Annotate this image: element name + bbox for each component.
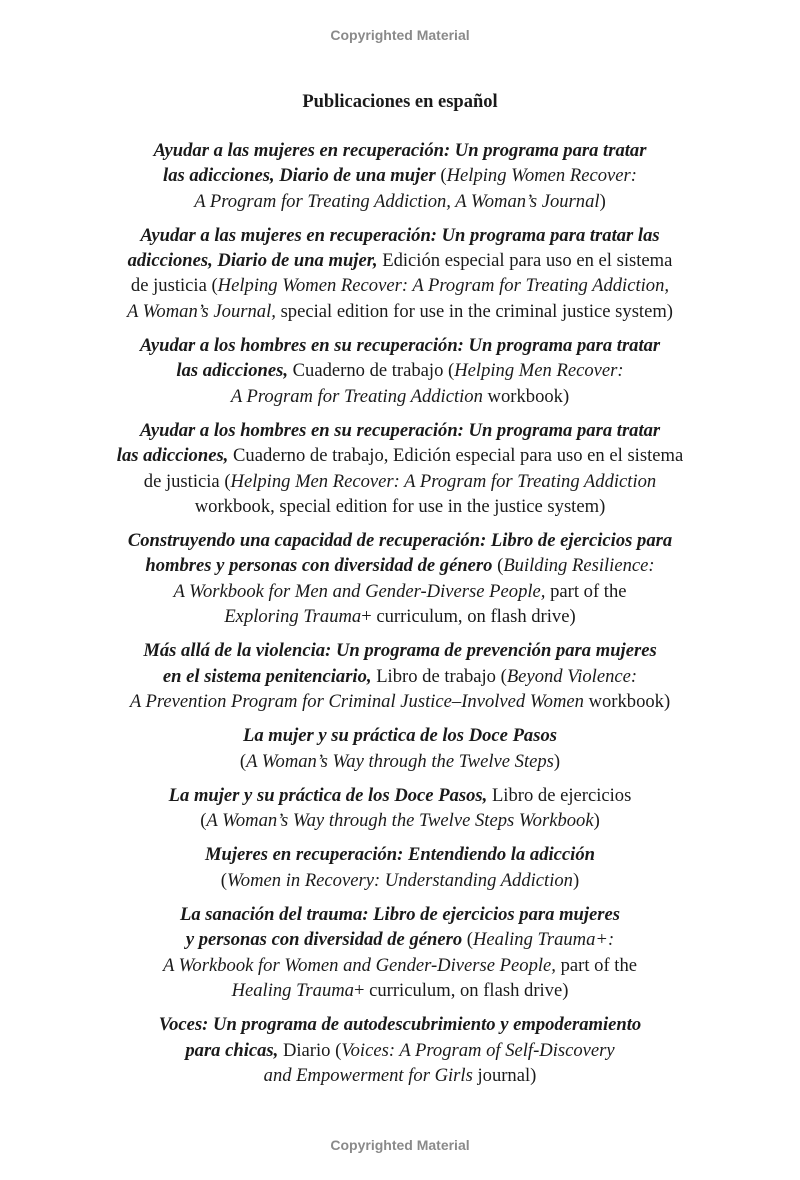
english-title-text: Exploring Trauma xyxy=(224,606,362,628)
entry-line xyxy=(0,299,800,324)
entry-line xyxy=(0,138,800,163)
entry-line xyxy=(0,842,800,867)
entry-text: journal) xyxy=(472,1064,537,1086)
entry-line xyxy=(0,783,800,808)
entry-text: ( xyxy=(435,165,447,187)
entry-text: + curriculum, on flash drive) xyxy=(361,606,576,628)
english-title-text: A Prevention Program for Criminal Justice–Involved Women xyxy=(129,690,584,712)
entry-line xyxy=(0,689,800,714)
entry-text: workbook) xyxy=(482,385,570,407)
publication-entry xyxy=(0,723,800,774)
entry-text: Libro de ejercicios xyxy=(487,784,632,806)
publication-entry xyxy=(0,783,800,834)
entry-title-text: Más allá de la violencia: Un programa de prevención para mujeres xyxy=(143,640,657,662)
entry-title-text: La sanación del trauma: Libro de ejercicios para mujeres xyxy=(179,904,621,926)
entry-title-text: las adicciones, Diario de una mujer xyxy=(163,165,436,187)
entry-line xyxy=(0,248,800,273)
entry-title-text: para chicas, xyxy=(185,1039,279,1061)
publication-entry xyxy=(0,333,800,409)
publication-entry xyxy=(0,638,800,714)
english-title-text: Building Resilience: xyxy=(503,555,655,577)
entry-text: ) xyxy=(593,810,600,832)
entry-title-text: La mujer y su práctica de los Doce Pasos xyxy=(243,725,557,747)
entry-line xyxy=(0,553,800,578)
entry-title-text: las adicciones, xyxy=(176,360,288,382)
publication-entry xyxy=(0,223,800,324)
entry-line xyxy=(0,494,800,519)
entry-text: part of the xyxy=(555,954,637,976)
english-title-text: A Workbook for Women and Gender-Diverse People, xyxy=(162,954,556,976)
english-title-text: Helping Women Recover: A Program for Treating Addiction, xyxy=(217,275,670,297)
publication-entry xyxy=(0,418,800,519)
entry-title-text: Construyendo una capacidad de recuperación: Libro de ejercicios para xyxy=(127,530,673,552)
copyright-footer: Copyrighted Material xyxy=(330,1137,470,1153)
entry-title-text: adicciones, Diario de una mujer, xyxy=(127,250,378,272)
entry-line xyxy=(0,723,800,748)
english-title-text: Healing Trauma xyxy=(231,979,354,1001)
publication-entry xyxy=(0,842,800,893)
entry-line xyxy=(0,868,800,893)
entry-line xyxy=(0,273,800,298)
english-title-text: Women in Recovery: Understanding Addiction xyxy=(227,869,573,891)
publication-entry xyxy=(0,1012,800,1088)
english-title-text: A Woman’s Journal, xyxy=(126,300,276,322)
english-title-text: A Program for Treating Addiction xyxy=(230,385,483,407)
entry-text: ( xyxy=(200,810,207,832)
entry-line xyxy=(0,808,800,833)
entry-text: Edición especial para uso en el sistema xyxy=(377,250,673,272)
english-title-text: Healing Trauma+: xyxy=(472,929,615,951)
entry-text: ( xyxy=(239,750,247,772)
english-title-text: A Woman’s Way through the Twelve Steps xyxy=(246,750,554,772)
entry-line xyxy=(0,163,800,188)
entry-line xyxy=(0,902,800,927)
entry-text: ) xyxy=(553,750,561,772)
entry-title-text: hombres y personas con diversidad de género xyxy=(145,555,493,577)
entry-title-text: y personas con diversidad de género xyxy=(185,929,463,951)
entry-text: ( xyxy=(492,555,504,577)
publication-entry xyxy=(0,528,800,629)
english-title-text: Helping Men Recover: xyxy=(454,360,624,382)
entry-title-text: Ayudar a las mujeres en recuperación: Un programa para tratar las xyxy=(140,224,660,246)
entry-text: de justicia ( xyxy=(130,275,218,297)
entry-text: Diario ( xyxy=(278,1039,342,1061)
english-title-text: Helping Men Recover: A Program for Treating Addiction xyxy=(230,470,657,492)
entry-line xyxy=(0,333,800,358)
publication-entry xyxy=(0,138,800,214)
english-title-text: Beyond Violence: xyxy=(506,665,638,687)
entry-line xyxy=(0,953,800,978)
english-title-text: A Woman’s Way through the Twelve Steps Workbook xyxy=(206,810,594,832)
entry-line xyxy=(0,418,800,443)
english-title-text: A Workbook for Men and Gender-Diverse People, xyxy=(173,580,546,602)
entry-text: workbook) xyxy=(583,690,671,712)
entry-line xyxy=(0,528,800,553)
entry-title-text: La mujer y su práctica de los Doce Pasos, xyxy=(168,784,488,806)
entry-line xyxy=(0,604,800,629)
entry-line xyxy=(0,384,800,409)
publication-entry xyxy=(0,902,800,1003)
english-title-text: A Program for Treating Addiction, A Woman’s Journal xyxy=(194,190,600,212)
entry-title-text: Mujeres en recuperación: Entendiendo la adicción xyxy=(205,844,595,866)
entry-line xyxy=(0,638,800,663)
entry-text: special edition for use in the criminal justice system) xyxy=(275,300,674,322)
entry-line xyxy=(0,579,800,604)
entry-line xyxy=(0,749,800,774)
entry-line xyxy=(0,1063,800,1088)
entry-line xyxy=(0,223,800,248)
entry-text: Cuaderno de trabajo, Edición especial para uso en el sistema xyxy=(228,445,684,467)
entry-line xyxy=(0,358,800,383)
english-title-text: Voices: A Program of Self-Discovery xyxy=(341,1039,615,1061)
publication-list xyxy=(0,138,800,1088)
entry-text: ( xyxy=(462,929,473,951)
entry-line xyxy=(0,1038,800,1063)
entry-text: ) xyxy=(599,190,606,212)
entry-line xyxy=(0,927,800,952)
english-title-text: and Empowerment for Girls xyxy=(263,1064,473,1086)
entry-text: ( xyxy=(220,869,227,891)
entry-title-text: Ayudar a los hombres en su recuperación: Un programa para tratar xyxy=(139,419,661,441)
entry-title-text: Ayudar a los hombres en su recuperación: Un programa para tratar xyxy=(139,335,661,357)
entry-text: part of the xyxy=(545,580,627,602)
entry-line xyxy=(0,443,800,468)
entry-text: de justicia ( xyxy=(143,470,231,492)
entry-text: workbook, special edition for use in the justice system) xyxy=(194,495,606,517)
entry-text: + curriculum, on flash drive) xyxy=(353,979,569,1001)
copyright-header: Copyrighted Material xyxy=(330,27,470,43)
entry-text: ) xyxy=(572,869,580,891)
entry-line xyxy=(0,189,800,214)
entry-text: Libro de trabajo ( xyxy=(371,665,507,687)
entry-title-text: Voces: Un programa de autodescubrimiento y empoderamiento xyxy=(158,1014,642,1036)
entry-line xyxy=(0,469,800,494)
entry-title-text: en el sistema penitenciario, xyxy=(162,665,372,687)
english-title-text: Helping Women Recover: xyxy=(446,165,637,187)
entry-title-text: las adicciones, xyxy=(116,445,229,467)
entry-line xyxy=(0,1012,800,1037)
page-heading: Publicaciones en español xyxy=(302,92,498,112)
entry-line xyxy=(0,978,800,1003)
entry-text: Cuaderno de trabajo ( xyxy=(287,360,455,382)
entry-line xyxy=(0,664,800,689)
entry-title-text: Ayudar a las mujeres en recuperación: Un programa para tratar xyxy=(153,140,647,161)
